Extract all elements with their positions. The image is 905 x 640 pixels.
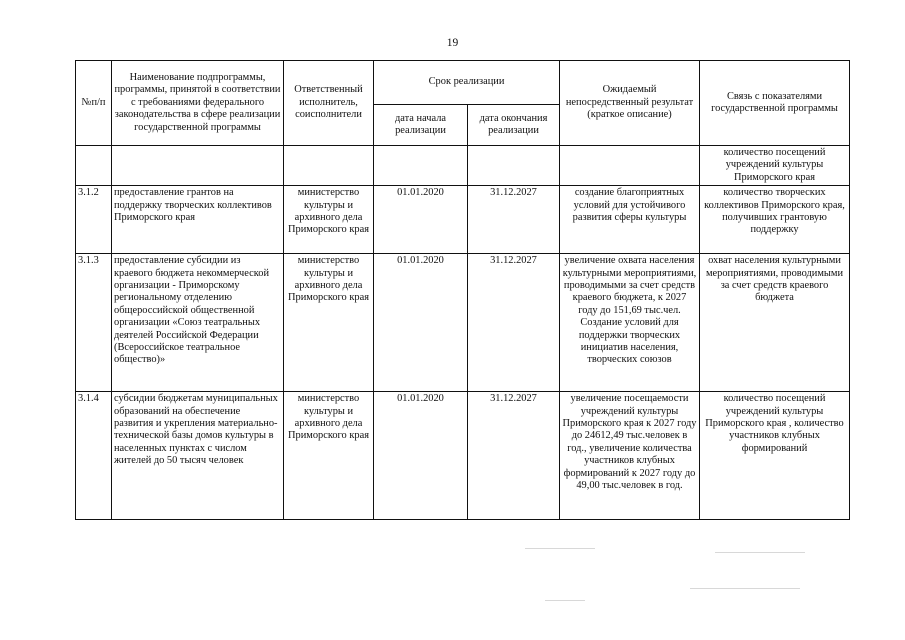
program-activities-table — [75, 60, 850, 520]
row-result: увеличение охвата населения культурными мероприятиями, проводимыми за счет средств краевого бюджета, к 2027 году до 151,69 тыс.чел. Создание условий для поддержки творческих инициатив населения, творческих союзов — [560, 254, 700, 392]
header-executor: Ответственный исполнитель, соисполнители — [284, 61, 374, 146]
row-result: увеличение посещаемости учреждений культуры Приморского края к 2027 году до 24612,49 тыс.человек в год., увеличение количества участников клубных формирований к 2027 году до 49,00 тыс.человек в год. — [560, 392, 700, 520]
scan-artifact — [545, 600, 585, 601]
cell-empty — [112, 146, 284, 186]
page-number: 19 — [446, 37, 459, 49]
row-end-date: 31.12.2027 — [468, 254, 560, 392]
table-row — [76, 186, 850, 254]
row-result: создание благоприятных условий для устойчивого развития сферы культуры — [560, 186, 700, 254]
header-number: №п/п — [76, 61, 112, 146]
table-row — [76, 254, 850, 392]
row-link: количество творческих коллективов Приморского края, получивших грантовую поддержку — [700, 186, 850, 254]
header-end: дата окончания реализации — [468, 105, 560, 146]
header-row — [76, 61, 850, 105]
cell-empty — [560, 146, 700, 186]
row-start-date: 01.01.2020 — [374, 392, 468, 520]
continuation-link-cell: количество посещений учреждений культуры Приморского края — [700, 146, 850, 186]
continuation-row — [76, 146, 850, 186]
row-number: 3.1.3 — [76, 254, 112, 392]
scan-artifact — [715, 552, 805, 553]
row-executor: министерство культуры и архивного дела Приморского края — [284, 392, 374, 520]
row-number: 3.1.2 — [76, 186, 112, 254]
header-start: дата начала реализации — [374, 105, 468, 146]
row-end-date: 31.12.2027 — [468, 186, 560, 254]
scan-artifact — [690, 588, 800, 589]
scan-artifact — [525, 548, 595, 549]
table-row — [76, 392, 850, 520]
row-name: субсидии бюджетам муниципальных образований на обеспечение развития и укрепления материально-технической базы домов культуры в населенных пунктах с числом жителей до 50 тысяч человек — [112, 392, 284, 520]
header-name: Наименование подпрограммы, программы, принятой в соответствии с требованиями федерального законодательства в сфере реализации государственной программы — [112, 61, 284, 146]
header-link: Связь с показателями государственной программы — [700, 61, 850, 146]
row-executor: министерство культуры и архивного дела Приморского края — [284, 186, 374, 254]
cell-empty — [284, 146, 374, 186]
header-result: Ожидаемый непосредственный результат (краткое описание) — [560, 61, 700, 146]
row-executor: министерство культуры и архивного дела Приморского края — [284, 254, 374, 392]
row-name: предоставление субсидии из краевого бюджета некоммерческой организации - Приморскому региональному отделению общероссийской общественной организации «Союз театральных деятелей Российской Федерации (Всероссийское театральное общество)» — [112, 254, 284, 392]
header-period: Срок реализации — [374, 61, 560, 105]
cell-empty — [76, 146, 112, 186]
row-link: охват населения культурными мероприятиями, проводимыми за счет средств краевого бюджета — [700, 254, 850, 392]
cell-empty — [468, 146, 560, 186]
row-number: 3.1.4 — [76, 392, 112, 520]
row-link: количество посещений учреждений культуры Приморского края , количество участников клубных формирований — [700, 392, 850, 520]
row-start-date: 01.01.2020 — [374, 186, 468, 254]
cell-empty — [374, 146, 468, 186]
row-start-date: 01.01.2020 — [374, 254, 468, 392]
row-end-date: 31.12.2027 — [468, 392, 560, 520]
row-name: предоставление грантов на поддержку творческих коллективов Приморского края — [112, 186, 284, 254]
